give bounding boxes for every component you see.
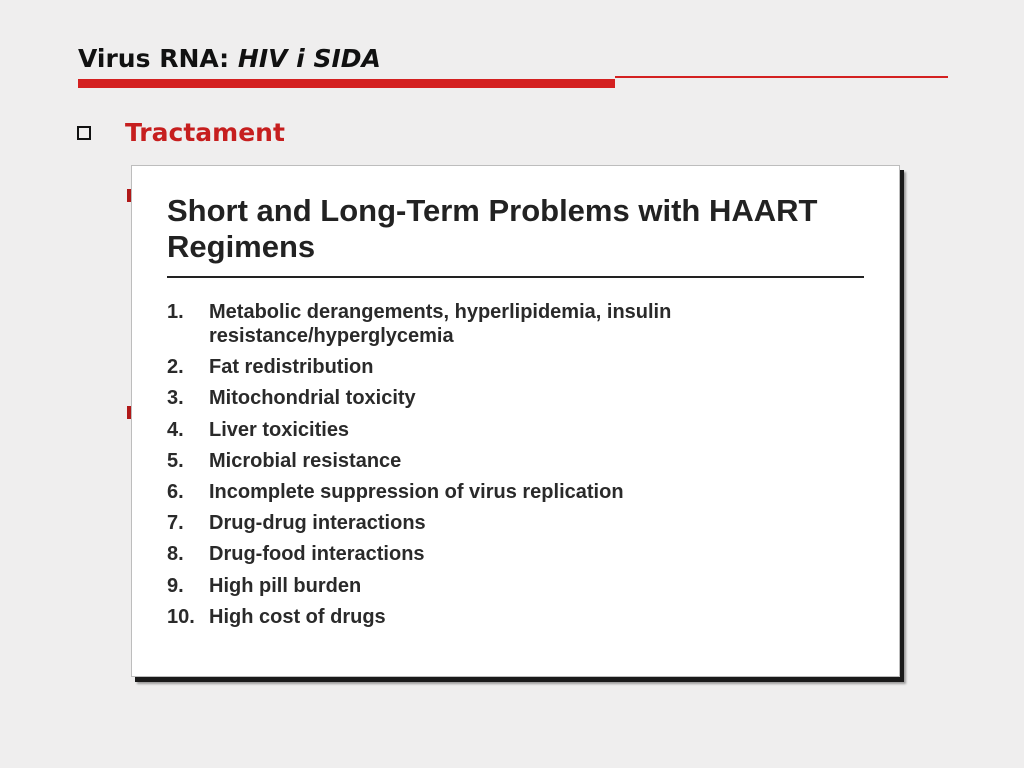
list-item-number: 8. [167,543,184,566]
slide-title-italic: HIV i SIDA [237,44,381,73]
list-item-number: 6. [167,480,184,503]
list-item [167,511,867,535]
checkbox-bullet-icon [77,126,91,140]
list-item [167,386,867,410]
list-item [167,605,867,629]
list-item-number: 7. [167,512,184,535]
list-item-number: 5. [167,449,184,472]
list-item [167,355,867,379]
list-item [167,300,867,348]
slide-title [78,44,381,73]
card-divider [167,276,864,278]
list-item-number: 10. [167,605,195,628]
list-item-number: 9. [167,574,184,597]
problem-list [167,300,867,636]
list-item [167,418,867,442]
slide-title-prefix: Virus RNA: [78,44,238,73]
list-item-text: High pill burden [209,574,362,597]
haart-problems-image [131,165,900,677]
list-item-text: High cost of drugs [209,605,386,628]
bullet-text: Tractament [125,118,285,147]
list-item-text: Incomplete suppression of virus replication [209,480,624,503]
title-underline-thick [78,79,615,88]
list-item [167,542,867,566]
card-title: Short and Long-Term Problems with HAART Regimens [167,193,818,264]
list-item-text: Mitochondrial toxicity [209,387,416,410]
list-item-text: Metabolic derangements, hyperlipidemia, insulin resistance/hyperglycemia [209,301,672,347]
list-item-text: Drug-food interactions [209,543,425,566]
list-item-number: 2. [167,356,184,379]
list-item-text: Liver toxicities [209,418,350,441]
title-underline-thin [615,76,948,78]
list-item [167,480,867,504]
list-item-text: Drug-drug interactions [209,512,426,535]
list-item-number: 4. [167,418,184,441]
list-item-number: 1. [167,301,184,323]
list-item-text: Fat redistribution [209,356,374,379]
list-item-number: 3. [167,387,184,410]
list-item [167,574,867,598]
list-item [167,449,867,473]
list-item-text: Microbial resistance [209,449,402,472]
